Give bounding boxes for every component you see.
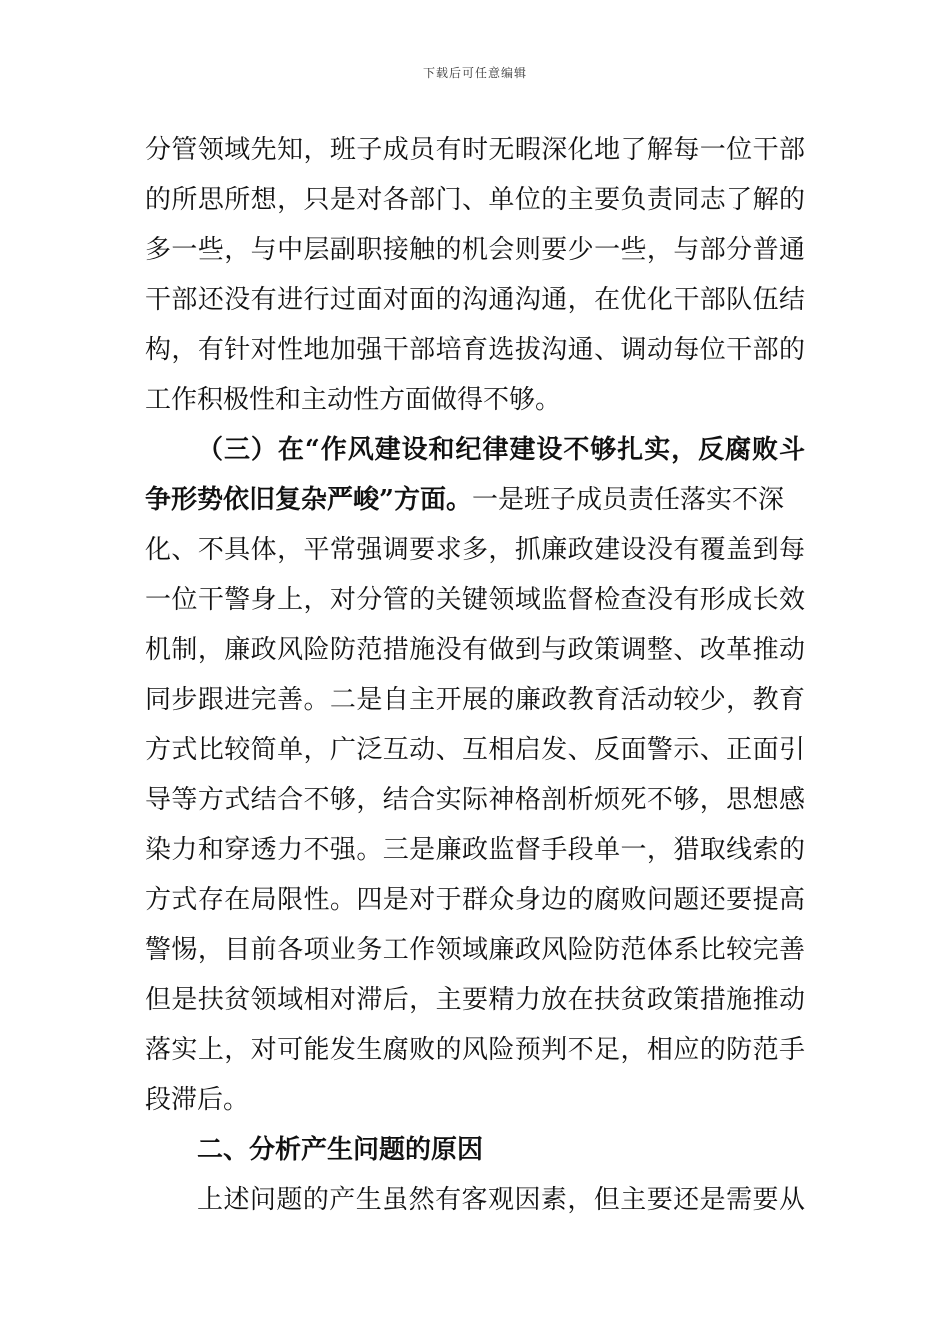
paragraph-line xyxy=(0,975,950,1025)
line-text: 段滞后。 xyxy=(145,1085,250,1115)
line-text: 多一些，与中层副职接触的机会则要少一些，与部分普通 xyxy=(145,235,805,265)
paragraph-line xyxy=(0,675,950,725)
paragraph-line xyxy=(0,1025,950,1075)
section-title: 二、分析产生问题的原因 xyxy=(197,1135,484,1165)
paragraph-line xyxy=(0,275,950,325)
line-text: 但是扶贫领域相对滞后，主要精力放在扶贫政策措施推动 xyxy=(145,985,805,1015)
paragraph-line xyxy=(0,825,950,875)
paragraph-line xyxy=(0,225,950,275)
line-text: 分管领域先知，班子成员有时无暇深化地了解每一位干部 xyxy=(145,135,805,165)
line-text xyxy=(145,475,784,525)
line-text: 干部还没有进行过面对面的沟通沟通，在优化干部队伍结 xyxy=(145,285,805,315)
line-text: 同步跟进完善。二是自主开展的廉政教育活动较少，教育 xyxy=(145,685,805,715)
section-heading-end: 争形势依旧复杂严峻”方面。 xyxy=(145,485,472,515)
line-text: 构，有针对性地加强干部培育选拔沟通、调动每位干部的 xyxy=(145,335,805,365)
paragraph-line xyxy=(0,875,950,925)
line-text-rest: 一是班子成员责任落实不深 xyxy=(471,485,784,515)
paragraph-line xyxy=(0,1075,950,1125)
paragraph-line xyxy=(0,625,950,675)
paragraph-line xyxy=(0,925,950,975)
paragraph-line xyxy=(0,325,950,375)
paragraph-line xyxy=(0,175,950,225)
section-heading-line xyxy=(0,425,950,475)
line-text: 的所思所想，只是对各部门、单位的主要负责同志了解的 xyxy=(145,185,805,215)
paragraph-line xyxy=(0,575,950,625)
paragraph-line xyxy=(0,125,950,175)
paragraph-line xyxy=(0,525,950,575)
section-title-line xyxy=(0,1125,950,1175)
line-text: 一位干警身上，对分管的关键领域监督检查没有形成长效 xyxy=(145,585,805,615)
section-heading-text: （三）在“作风建设和纪律建设不够扎实，反腐败斗 xyxy=(197,435,805,465)
line-text: 导等方式结合不够，结合实际神格剖析烦死不够，思想感 xyxy=(145,785,805,815)
paragraph-line xyxy=(0,475,950,525)
line-text: 警惕，目前各项业务工作领域廉政风险防范体系比较完善 xyxy=(145,935,805,965)
line-text: 上述问题的产生虽然有客观因素，但主要还是需要从 xyxy=(197,1185,805,1215)
line-text: 化、不具体，平常强调要求多，抓廉政建设没有覆盖到每 xyxy=(145,535,805,565)
paragraph-line xyxy=(0,375,950,425)
line-text: 染力和穿透力不强。三是廉政监督手段单一，猎取线索的 xyxy=(145,835,805,865)
line-text: 落实上，对可能发生腐败的风险预判不足，相应的防范手 xyxy=(145,1035,805,1065)
paragraph-line xyxy=(0,725,950,775)
page-header: 下载后可任意编辑 xyxy=(422,66,527,80)
paragraph-line xyxy=(0,775,950,825)
paragraph-line xyxy=(0,1175,950,1225)
line-text: 方式比较简单，广泛互动、互相启发、反面警示、正面引 xyxy=(145,735,805,765)
line-text: 方式存在局限性。四是对于群众身边的腐败问题还要提高 xyxy=(145,885,805,915)
line-text: 机制，廉政风险防范措施没有做到与政策调整、改革推动 xyxy=(145,635,805,665)
line-text: 工作积极性和主动性方面做得不够。 xyxy=(145,385,562,415)
